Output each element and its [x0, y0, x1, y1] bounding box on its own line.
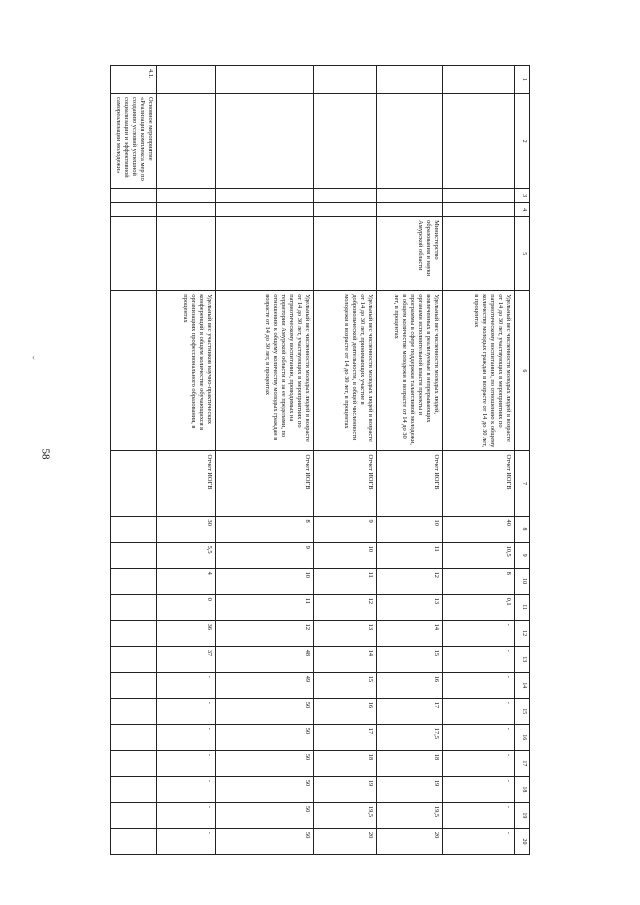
corner-mark: ‹ [32, 352, 35, 362]
indicator-cell: Удельный вес численности молодых людей в возрасте от 14 до 30 лет, участвующих в мероприятиях по патриотическому воспитанию, проводимых на территории Амурской области и за ее пределами, по отношению к общему количеству молодых граждан в возрасте от 14 до 30 лет, в процентах [216, 291, 313, 451]
empty-cell [111, 189, 157, 203]
value-cell [111, 542, 157, 568]
column-number: 2 [515, 94, 530, 189]
table-row [443, 66, 515, 855]
value-cell: 14 [376, 620, 442, 646]
indicator-cell: Удельный вес численности молодых людей, вовлеченных в реализуемые в непрерывающих органами исполнительной власти проекты и программы в сфере поддержки талантливой молодежи, в общем количестве молодежи в возрасте от 14 до 30 лет, в процентах [376, 291, 442, 451]
value-cell: 13 [313, 620, 376, 646]
source-cell: Отчет ИОГВ [157, 451, 216, 516]
empty-cell [216, 189, 313, 203]
table-row [157, 66, 216, 855]
value-cell: - [157, 672, 216, 698]
empty-cell [216, 203, 313, 217]
value-cell: 10,5 [443, 542, 515, 568]
value-cell: 18 [376, 750, 442, 776]
value-cell: 4 [157, 568, 216, 594]
column-number: 12 [515, 620, 530, 646]
value-cell: 19,5 [376, 802, 442, 828]
value-cell: 20 [313, 828, 376, 854]
event-name-cell [376, 94, 442, 189]
value-cell: - [443, 620, 515, 646]
column-number-row [515, 66, 530, 855]
column-number: 4 [515, 203, 530, 217]
value-cell: 17,5 [376, 724, 442, 750]
source-cell: Отчет ИОГВ [443, 451, 515, 516]
table-row [313, 66, 376, 855]
executor-cell [157, 217, 216, 291]
value-cell [111, 568, 157, 594]
value-cell: - [157, 828, 216, 854]
value-cell: 50 [216, 802, 313, 828]
row-number-cell [443, 66, 515, 94]
value-cell: - [157, 698, 216, 724]
value-cell: 9 [313, 516, 376, 542]
empty-cell [376, 203, 442, 217]
column-number: 14 [515, 672, 530, 698]
value-cell: 40 [443, 516, 515, 542]
value-cell: - [443, 750, 515, 776]
empty-cell [157, 189, 216, 203]
value-cell: 48 [216, 646, 313, 672]
value-cell: 15 [376, 646, 442, 672]
event-name-cell: Основное мероприятие «Реализация комплекса мер по созданию условий успешной социализации и эффективной самореализации молодежи» [111, 94, 157, 189]
indicator-cell [111, 291, 157, 451]
value-cell [111, 802, 157, 828]
value-cell: 50 [216, 750, 313, 776]
value-cell: 0 [157, 594, 216, 620]
source-cell [111, 451, 157, 516]
value-cell: - [443, 672, 515, 698]
event-name-cell [216, 94, 313, 189]
value-cell [111, 828, 157, 854]
value-cell: 5,5 [157, 542, 216, 568]
value-cell: 8 [216, 516, 313, 542]
value-cell: 50 [216, 724, 313, 750]
column-number: 17 [515, 750, 530, 776]
value-cell: 16 [376, 672, 442, 698]
value-cell: 37 [157, 646, 216, 672]
empty-cell [443, 203, 515, 217]
value-cell: 10 [376, 516, 442, 542]
column-number: 20 [515, 828, 530, 854]
column-number: 13 [515, 646, 530, 672]
value-cell: 10 [313, 542, 376, 568]
value-cell: - [157, 802, 216, 828]
value-cell: 19,5 [313, 802, 376, 828]
table-row [111, 66, 157, 855]
value-cell: 19 [313, 776, 376, 802]
executor-cell [313, 217, 376, 291]
empty-cell [313, 189, 376, 203]
row-number-cell [376, 66, 442, 94]
value-cell: 30 [157, 516, 216, 542]
event-name-cell [157, 94, 216, 189]
empty-cell [443, 189, 515, 203]
value-cell [111, 750, 157, 776]
column-number: 19 [515, 802, 530, 828]
value-cell: 10 [216, 568, 313, 594]
value-cell: - [443, 776, 515, 802]
table-row [376, 66, 442, 855]
column-number: 6 [515, 291, 530, 451]
value-cell: 14 [313, 646, 376, 672]
value-cell: 13 [376, 594, 442, 620]
value-cell: 12 [216, 620, 313, 646]
value-cell: 12 [376, 568, 442, 594]
executor-cell [443, 217, 515, 291]
table-rotation [110, 65, 530, 855]
empty-cell [313, 203, 376, 217]
column-number: 10 [515, 568, 530, 594]
value-cell: 36 [157, 620, 216, 646]
indicator-table [110, 65, 530, 855]
row-number-cell [216, 66, 313, 94]
indicator-cell: Удельный вес численности молодых людей в возрасте от 14 до 30 лет, принимающих участие в добровольческой деятельности, в общей численности молодежи в возрасте от 14 до 30 лет, в процентах [313, 291, 376, 451]
value-cell: 15 [313, 672, 376, 698]
executor-cell [216, 217, 313, 291]
column-number: 5 [515, 217, 530, 291]
source-cell: Отчет ИОГВ [376, 451, 442, 516]
value-cell: 16 [313, 698, 376, 724]
value-cell: 9 [216, 542, 313, 568]
column-number: 11 [515, 594, 530, 620]
value-cell: 50 [216, 698, 313, 724]
value-cell: 50 [216, 776, 313, 802]
value-cell [111, 698, 157, 724]
value-cell [111, 776, 157, 802]
empty-cell [157, 203, 216, 217]
table-row [216, 66, 313, 855]
value-cell: - [443, 828, 515, 854]
executor-cell: Министерство образования и науки Амурской области [376, 217, 442, 291]
value-cell [111, 620, 157, 646]
indicator-cell: Удельный вес участников научно-практических конференций в общем количестве обучающихся в организациях профессионального образования, в процентах [157, 291, 216, 451]
value-cell: 20 [376, 828, 442, 854]
column-number: 18 [515, 776, 530, 802]
rotated-table-container [110, 65, 530, 855]
column-number: 15 [515, 698, 530, 724]
empty-cell [376, 189, 442, 203]
value-cell: - [443, 646, 515, 672]
value-cell: - [157, 750, 216, 776]
value-cell: - [157, 776, 216, 802]
value-cell: 49 [216, 672, 313, 698]
event-name-cell [443, 94, 515, 189]
value-cell: 11 [376, 542, 442, 568]
value-cell: 17 [376, 698, 442, 724]
value-cell: - [443, 724, 515, 750]
empty-cell [111, 203, 157, 217]
value-cell: 11 [216, 594, 313, 620]
source-cell: Отчет ИОГВ [216, 451, 313, 516]
value-cell: 50 [216, 828, 313, 854]
value-cell: 18 [313, 750, 376, 776]
value-cell: 8 [443, 568, 515, 594]
executor-cell [111, 217, 157, 291]
value-cell: 17 [313, 724, 376, 750]
value-cell: 12 [313, 594, 376, 620]
row-number-cell [157, 66, 216, 94]
row-number-cell [313, 66, 376, 94]
value-cell: - [443, 698, 515, 724]
value-cell [111, 594, 157, 620]
source-cell: Отчет ИОГВ [313, 451, 376, 516]
indicator-cell: Удельный вес численности молодых людей в возрасте от 14 до 30 лет, участвующих в мероприятиях по патриотическому воспитанию, по отношению к общему количеству молодых граждан в возрасте от 14 до 30 лет, в процентах [443, 291, 515, 451]
value-cell [111, 672, 157, 698]
value-cell: - [157, 724, 216, 750]
row-number-cell: 4.1. [111, 66, 157, 94]
page-number: 58 [39, 448, 52, 460]
column-number: 16 [515, 724, 530, 750]
value-cell: 19 [376, 776, 442, 802]
value-cell: - [443, 802, 515, 828]
event-name-cell [313, 94, 376, 189]
value-cell [111, 724, 157, 750]
column-number: 1 [515, 66, 530, 94]
column-number: 3 [515, 189, 530, 203]
column-number: 8 [515, 516, 530, 542]
column-number: 7 [515, 451, 530, 516]
value-cell [111, 516, 157, 542]
value-cell: 0,1 [443, 594, 515, 620]
column-number: 9 [515, 542, 530, 568]
value-cell [111, 646, 157, 672]
value-cell: 11 [313, 568, 376, 594]
